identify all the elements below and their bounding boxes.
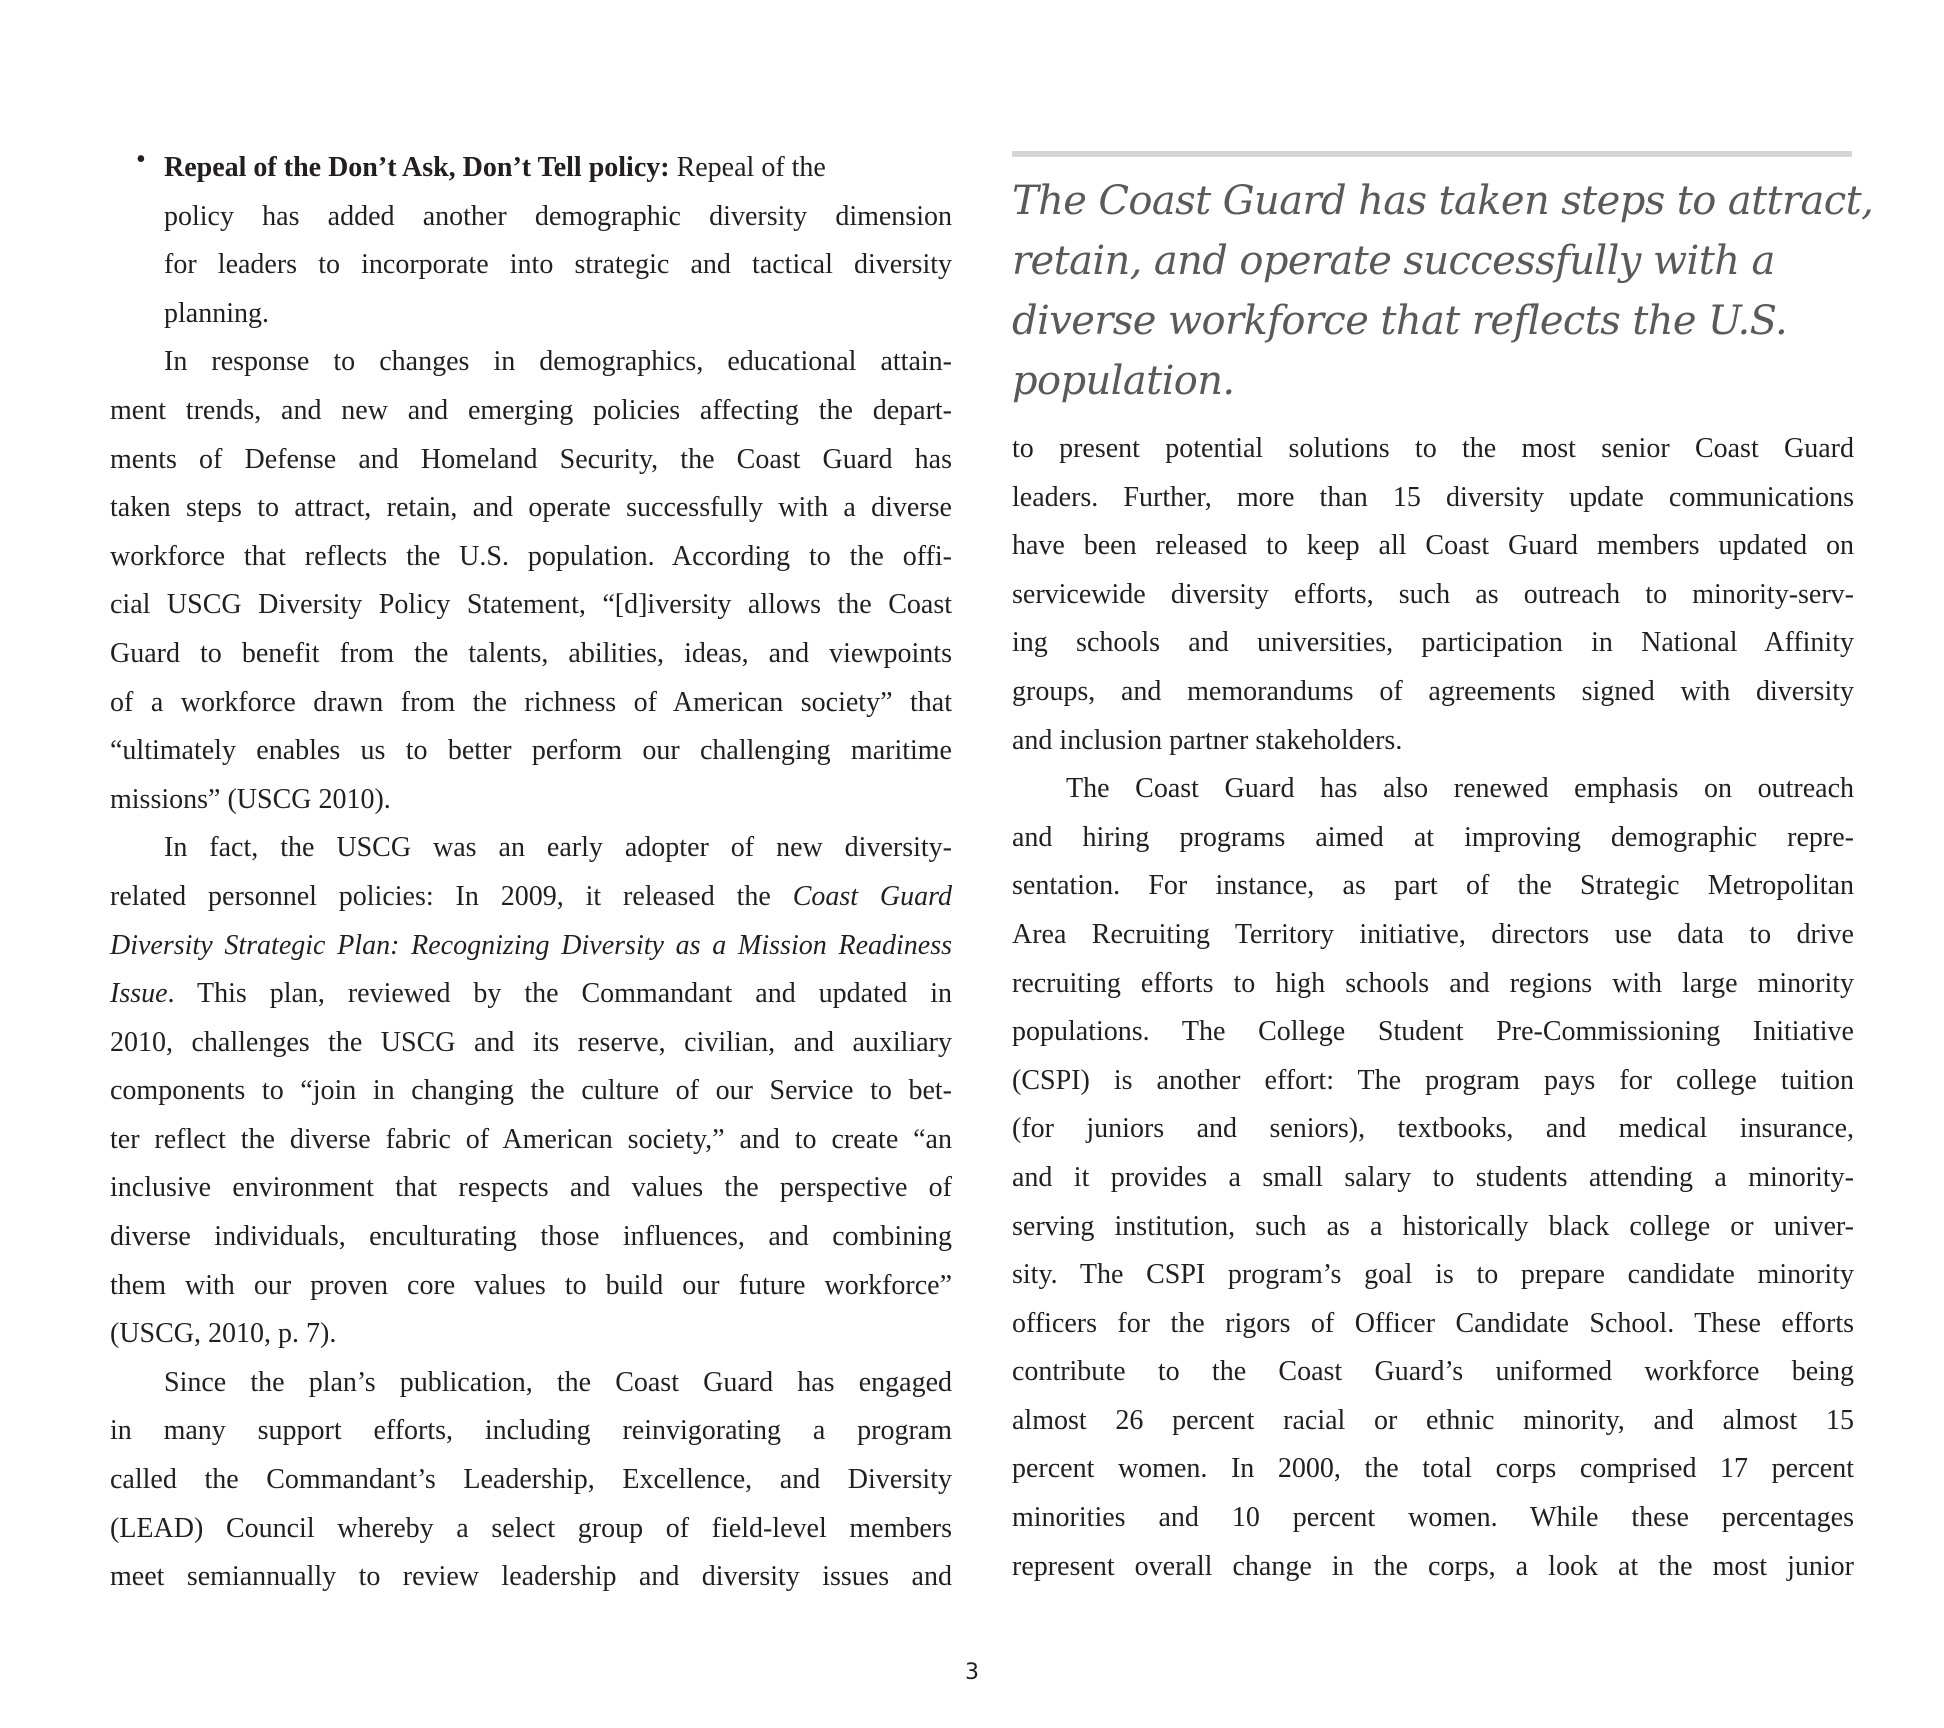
text-line: In response to changes in demographics, educational attain- [164,346,952,378]
text-line: (LEAD) Council whereby a select group of field-level members [110,1512,952,1544]
text-line: sity. The CSPI program’s goal is to prepare candidate minority [1012,1259,1854,1291]
pull-quote-line: retain, and operate successfully with a [1012,238,1775,284]
bullet-marker: • [136,144,146,175]
text-segment: related personnel policies: In 2009, it released the [110,880,793,912]
text-line: ing schools and universities, participation in National Affinity [1012,627,1854,659]
plan-title: Issue [110,978,168,1010]
text-line: In fact, the USCG was an early adopter of new diversity- [164,832,952,864]
text-line: recruiting efforts to high schools and regions with large minority [1012,967,1854,999]
text-line: ments of Defense and Homeland Security, the Coast Guard has [110,443,952,475]
text-line [110,922,952,971]
text-line: Since the plan’s publication, the Coast Guard has engaged [164,1366,952,1398]
plan-title: Coast Guard [792,880,952,912]
text-line: components to “join in changing the culture of our Service to bet- [110,1075,952,1107]
text-line: servicewide diversity efforts, such as outreach to minority-serv- [1012,578,1854,610]
paragraph-early-adopter [110,824,952,1359]
text-line: and it provides a small salary to students attending a minority- [1012,1161,1854,1193]
text-line: Guard to benefit from the talents, abilities, ideas, and viewpoints [110,637,952,669]
text-line: cial USCG Diversity Policy Statement, “[d]iversity allows the Coast [110,589,952,621]
text-line: percent women. In 2000, the total corps comprised 17 percent [1012,1453,1854,1485]
text-line: have been released to keep all Coast Guard members updated on [1012,530,1854,562]
text-line: minorities and 10 percent women. While these percentages [1012,1502,1854,1534]
text-line: 2010, challenges the USCG and its reserve, civilian, and auxiliary [110,1026,952,1058]
text-line: in many support efforts, including reinvigorating a program [110,1415,952,1447]
page-number: 3 [965,1660,979,1685]
bullet-item-dadt [110,144,952,338]
bullet-line [110,144,952,193]
text-line: almost 26 percent racial or ethnic minority, and almost 15 [1012,1404,1854,1436]
bullet-line: planning. [164,297,269,329]
left-column [110,144,952,1602]
text-line: (USCG, 2010, p. 7). [110,1318,337,1350]
text-line: (for juniors and seniors), textbooks, and medical insurance, [1012,1113,1854,1145]
paragraph-support-efforts [110,1359,952,1602]
text-line: them with our proven core values to build our future workforce” [110,1269,952,1301]
text-line: represent overall change in the corps, a look at the most junior [1012,1550,1854,1582]
pull-quote-line: diverse workforce that reflects the U.S. [1012,298,1788,344]
right-column [1012,151,1874,1591]
plan-title: Diversity Strategic Plan: Recognizing Diversity as a Mission Readiness [110,929,952,961]
text-line [110,970,952,1019]
text-line: The Coast Guard has also renewed emphasis on outreach [1066,773,1854,805]
text-line: called the Commandant’s Leadership, Excellence, and Diversity [110,1464,952,1496]
text-line: ter reflect the diverse fabric of American society,” and to create “an [110,1123,952,1155]
pull-quote [1012,151,1874,411]
text-line: populations. The College Student Pre-Commissioning Initiative [1012,1016,1854,1048]
text-line: leaders. Further, more than 15 diversity update communications [1012,481,1854,513]
text-line: missions” (USCG 2010). [110,783,391,815]
text-line: (CSPI) is another effort: The program pays for college tuition [1012,1064,1854,1096]
text-line: contribute to the Coast Guard’s uniformed workforce being [1012,1356,1854,1388]
text-line: diverse individuals, enculturating those influences, and combining [110,1221,952,1253]
text-line: groups, and memorandums of agreements signed with diversity [1012,675,1854,707]
text-line: and inclusion partner stakeholders. [1012,724,1403,756]
text-segment: . This plan, reviewed by the Commandant and updated in [167,978,952,1010]
text-line: inclusive environment that respects and values the perspective of [110,1172,952,1204]
text-line: meet semiannually to review leadership and diversity issues and [110,1561,952,1593]
text-line: taken steps to attract, retain, and operate successfully with a diverse [110,492,952,524]
text-line: and hiring programs aimed at improving demographic repre- [1012,821,1854,853]
text-line: officers for the rigors of Officer Candidate School. These efforts [1012,1307,1854,1339]
paragraph-demographics [110,338,952,824]
text-line: of a workforce drawn from the richness of American society” that [110,686,952,718]
bullet-line: policy has added another demographic diversity dimension [164,200,952,232]
paragraph-outreach [1012,765,1854,1591]
bullet-line: for leaders to incorporate into strategic and tactical diversity [164,249,952,281]
text-line: to present potential solutions to the most senior Coast Guard [1012,433,1854,464]
pull-quote-line: population. [1012,358,1235,404]
text-line: ment trends, and new and emerging policies affecting the depart- [110,394,952,426]
pull-quote-line: The Coast Guard has taken steps to attract, [1012,178,1874,224]
text-line: sentation. For instance, as part of the Strategic Metropolitan [1012,870,1854,902]
bullet-line-rest: Repeal of the [669,152,826,183]
paragraph-solutions [1012,425,1854,765]
text-line: workforce that reflects the U.S. population. According to the offi- [110,540,952,572]
text-line [110,873,952,922]
text-line: serving institution, such as a historically black college or univer- [1012,1210,1854,1242]
text-line: “ultimately enables us to better perform our challenging maritime [110,735,952,767]
bullet-heading: Repeal of the Don’t Ask, Don’t Tell policy: [164,152,670,183]
text-line: Area Recruiting Territory initiative, directors use data to drive [1012,918,1854,950]
pull-quote-rule [1012,151,1852,157]
